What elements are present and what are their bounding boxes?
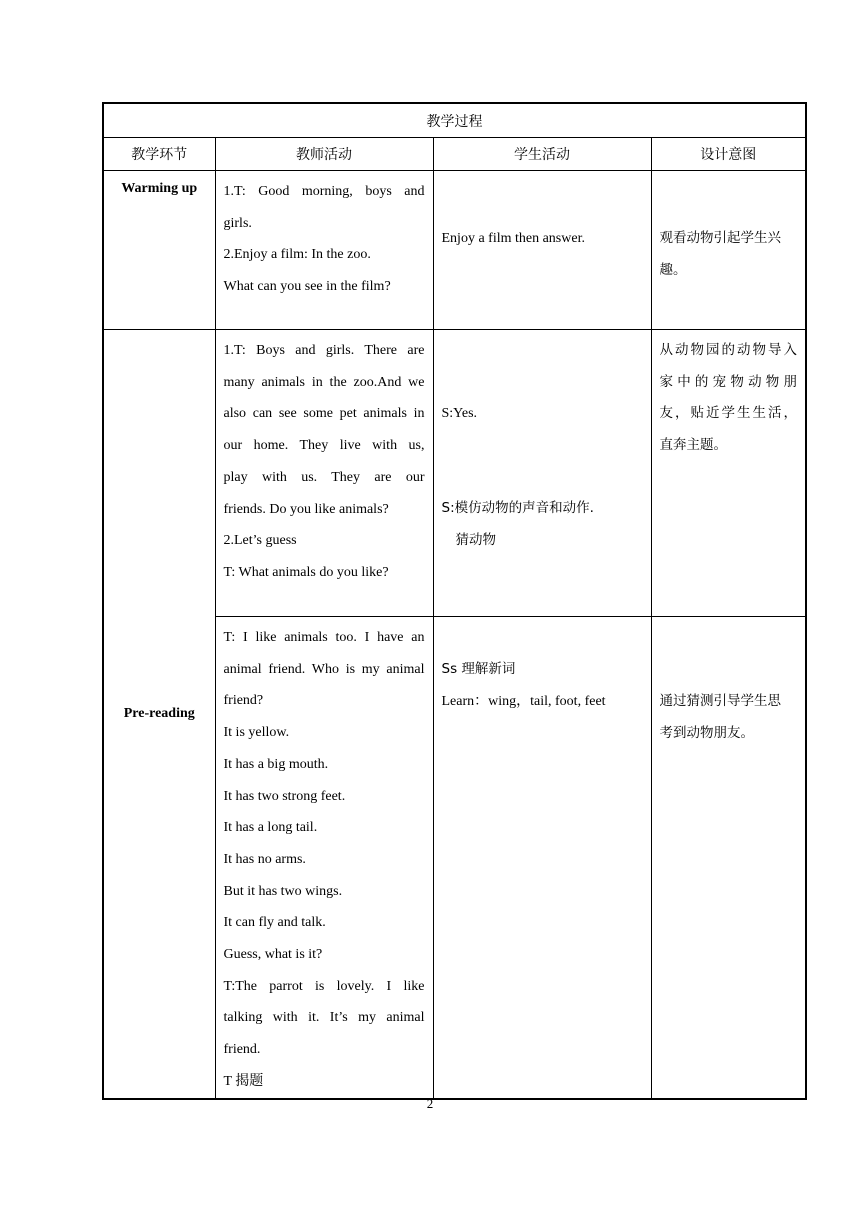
text-line: 通过猜测引导学生思 [659, 693, 781, 709]
text-line: talking with it. It’s my animal [223, 1010, 425, 1026]
text-line: It can fly and talk. [223, 915, 326, 931]
text-line: 家中的宠物动物朋 [659, 373, 797, 390]
text-line: T:The parrot is lovely. I like [223, 978, 425, 994]
header-student: 学生活动 [433, 138, 651, 171]
text-line: friend? [223, 693, 264, 709]
page-number: 2 [426, 1096, 434, 1111]
text-line: also can see some pet animals in [223, 406, 425, 422]
text-line: our home. They live with us, [223, 438, 425, 454]
design-intent-pre-reading-2 [651, 617, 806, 1099]
text-line: 友，贴近学生生活， [659, 405, 797, 422]
text-line: But it has two wings. [223, 883, 343, 899]
text-line: animal friend. Who is my animal [223, 661, 425, 677]
text-line: friends. Do you like animals? [223, 501, 389, 517]
text-line: T: What animals do you like? [223, 564, 389, 580]
text-line: It has two strong feet. [223, 788, 346, 804]
text-line: 趣。 [659, 261, 687, 278]
text-line: 1.T: Good morning, boys and [223, 184, 425, 199]
text-line: Learn：wing，tail, foot, feet [441, 693, 606, 709]
text-line: 从动物园的动物导入 [659, 342, 797, 358]
text-line: 2.Let’s guess [223, 533, 297, 549]
text-line: 考到动物朋友。 [659, 724, 754, 741]
text-line: Ss 理解新词 [441, 661, 516, 677]
header-intent: 设计意图 [651, 138, 806, 171]
text-line: It has no arms. [223, 851, 306, 867]
text-line: T 揭题 [223, 1073, 264, 1089]
teacher-activity-pre-reading-2 [215, 617, 433, 1099]
teacher-activity-warming-up [215, 171, 433, 330]
text-line: many animals in the zoo.And we [223, 374, 425, 390]
header-teacher: 教师活动 [215, 138, 433, 171]
text-line: S:Yes. [441, 406, 478, 421]
header-stage: 教学环节 [103, 138, 215, 171]
text-line: 2.Enjoy a film: In the zoo. [223, 247, 371, 263]
text-line: girls. [223, 215, 252, 231]
text-line: 1.T: Boys and girls. There are [223, 343, 425, 358]
text-line: It is yellow. [223, 725, 290, 741]
stage-pre-reading: Pre-reading [103, 330, 215, 1099]
stage-warming-up: Warming up [103, 171, 215, 330]
text-line: 猜动物 [455, 531, 496, 548]
student-activity-warming-up [433, 171, 651, 330]
text-line: Guess, what is it? [223, 947, 323, 963]
student-activity-pre-reading-2 [433, 617, 651, 1099]
design-intent-warming-up [651, 171, 806, 330]
text-line: Enjoy a film then answer. [441, 231, 585, 246]
text-line: 观看动物引起学生兴 [659, 230, 781, 246]
text-line: What can you see in the film? [223, 279, 391, 295]
text-line: S:模仿动物的声音和动作. [441, 500, 594, 517]
text-line: It has a long tail. [223, 820, 318, 836]
text-line: 直奔主题。 [659, 437, 727, 454]
design-intent-pre-reading-1 [651, 330, 806, 617]
teacher-activity-pre-reading-1 [215, 330, 433, 617]
teaching-process-table [102, 102, 807, 1100]
student-activity-pre-reading-1 [433, 330, 651, 617]
table-title: 教学过程 [103, 103, 806, 138]
text-line: It has a big mouth. [223, 756, 329, 772]
text-line: play with us. They are our [223, 469, 425, 485]
text-line: friend. [223, 1042, 261, 1058]
text-line: T: I like animals too. I have an [223, 630, 425, 645]
